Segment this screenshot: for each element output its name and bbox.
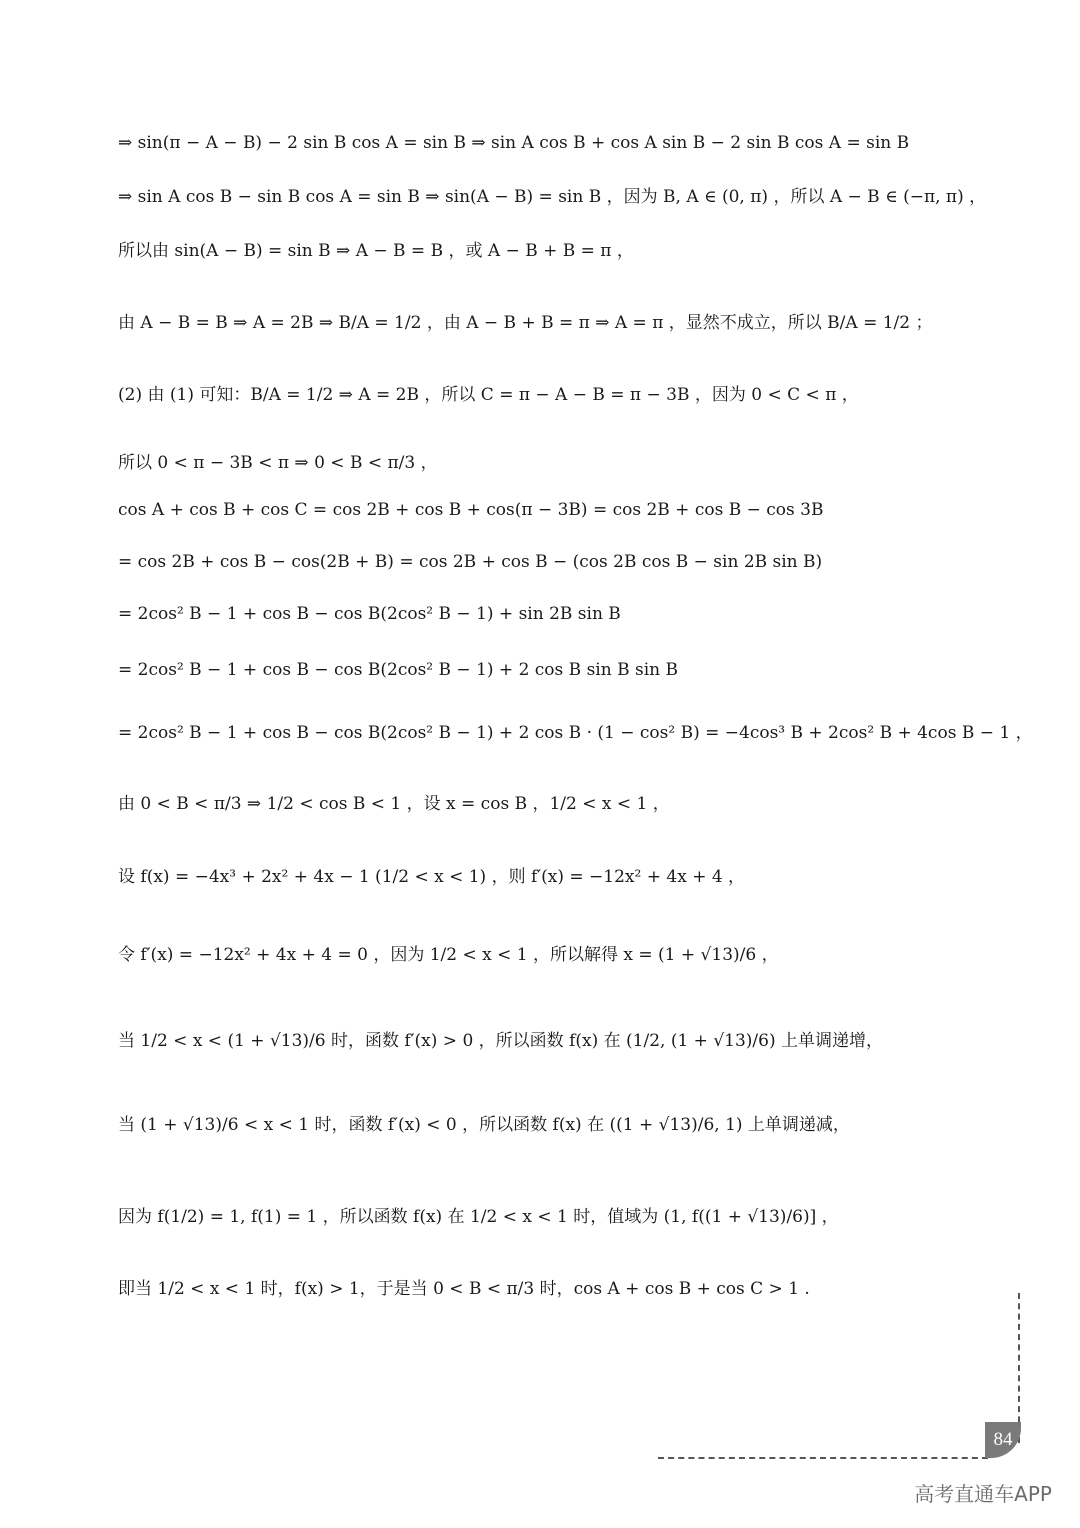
equation-line-13: 设 f(x) = −4x³ + 2x² + 4x − 1 (1/2 < x < 1) ，则 f′(x) = −12x² + 4x + 4 ， [118,867,746,887]
equation-line-6: 所以 0 < π − 3B < π ⇒ 0 < B < π/3 ， [118,453,438,473]
page-number: 84 [985,1422,1021,1458]
equation-line-18: 即当 1/2 < x < 1 时，f(x) > 1，于是当 0 < B < π/3 时，cos A + cos B + cos C > 1 . [118,1279,810,1299]
equation-line-5: (2) 由 (1) 可知：B/A = 1/2 ⇒ A = 2B ，所以 C = π − A − B = π − 3B ，因为 0 < C < π ， [118,385,859,405]
page-corner-dashed-vertical [1018,1293,1020,1443]
watermark: 高考直通车APP [914,1482,1052,1506]
equation-line-11: = 2cos² B − 1 + cos B − cos B(2cos² B − 1) + 2 cos B · (1 − cos² B) = −4cos³ B + 2cos² B + 4cos B − 1 ， [118,723,1033,743]
equation-line-14: 令 f′(x) = −12x² + 4x + 4 = 0 ，因为 1/2 < x < 1 ，所以解得 x = (1 + √13)/6 ， [118,945,779,965]
equation-line-12: 由 0 < B < π/3 ⇒ 1/2 < cos B < 1 ，设 x = cos B ，1/2 < x < 1 ， [118,794,670,814]
equation-line-9: = 2cos² B − 1 + cos B − cos B(2cos² B − 1) + sin 2B sin B [118,604,621,624]
page-corner-dashed-horizontal [658,1457,988,1459]
equation-line-4: 由 A − B = B ⇒ A = 2B ⇒ B/A = 1/2 ，由 A − B + B = π ⇒ A = π ，显然不成立，所以 B/A = 1/2 ； [118,313,933,333]
equation-line-3: 所以由 sin(A − B) = sin B ⇒ A − B = B ，或 A − B + B = π ， [118,241,634,261]
equation-line-16: 当 (1 + √13)/6 < x < 1 时，函数 f′(x) < 0 ，所以函数 f(x) 在 ((1 + √13)/6, 1) 上单调递减， [118,1115,850,1135]
equation-line-7: cos A + cos B + cos C = cos 2B + cos B + cos(π − 3B) = cos 2B + cos B − cos 3B [118,500,824,520]
equation-line-17: 因为 f(1/2) = 1, f(1) = 1 ，所以函数 f(x) 在 1/2 < x < 1 时，值域为 (1, f((1 + √13)/6)] ， [118,1207,839,1227]
equation-line-8: = cos 2B + cos B − cos(2B + B) = cos 2B + cos B − (cos 2B cos B − sin 2B sin B) [118,552,823,572]
equation-line-15: 当 1/2 < x < (1 + √13)/6 时，函数 f′(x) > 0 ，所以函数 f(x) 在 (1/2, (1 + √13)/6) 上单调递增， [118,1031,884,1051]
equation-line-10: = 2cos² B − 1 + cos B − cos B(2cos² B − 1) + 2 cos B sin B sin B [118,660,678,680]
equation-line-1: ⇒ sin(π − A − B) − 2 sin B cos A = sin B ⇒ sin A cos B + cos A sin B − 2 sin B cos A = sin B [118,133,910,153]
equation-line-2: ⇒ sin A cos B − sin B cos A = sin B ⇒ sin(A − B) = sin B ，因为 B, A ∈ (0, π) ，所以 A − B ∈ (−π, π) ， [118,187,987,207]
